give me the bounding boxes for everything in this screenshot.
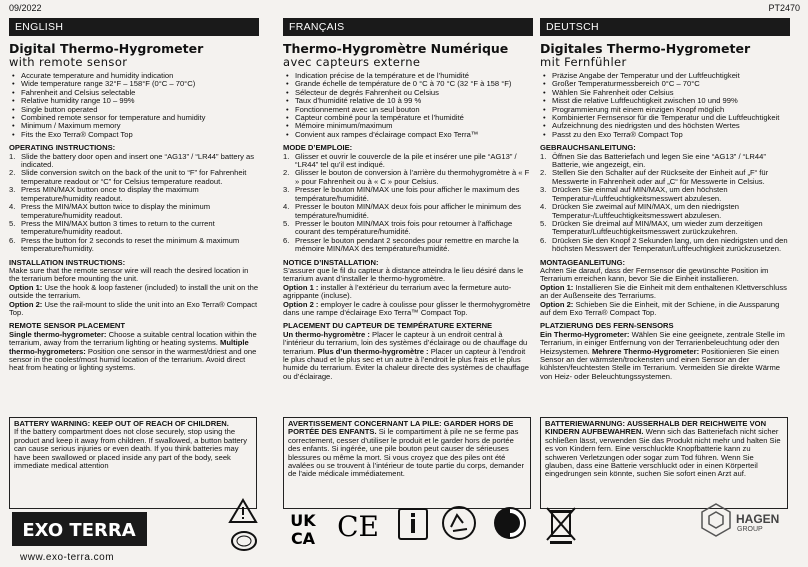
svg-text:CA: CA <box>290 529 316 548</box>
installation-heading: MONTAGEANLEITUNG: <box>540 257 626 267</box>
operating-steps <box>540 153 790 254</box>
read-manual-icon <box>396 506 430 542</box>
recycling-info-icon <box>441 505 477 541</box>
step-item: 3. Presser le bouton MIN/MAX une fois pour afficher le maximum des température/humidité. <box>283 185 520 203</box>
option-1: Option 1 : installer à l’extérieur du terrarium avec la fermeture auto-agrippante (incluse). <box>283 282 512 301</box>
product-code: PT2470 <box>768 3 800 13</box>
product-title: Digital Thermo-Hygrometer <box>9 41 204 56</box>
feature-item: • Capteur combiné pour la température et l’humidité <box>283 114 533 122</box>
weee-bin-icon <box>544 504 578 544</box>
option-1: Option 1: Installieren Sie die Einheit mit dem enthaltenen Klettverschluss an der Außenseite des Terrariums. <box>540 282 787 301</box>
feature-item: • Passt zu den Exo Terra® Compact Top <box>540 131 790 139</box>
column-german <box>540 18 790 381</box>
hagen-group-text: GROUP <box>737 526 763 533</box>
single-sensor-text: Un thermo-hygromètre : Placer le capteur à un endroit central à l’intérieur du terrarium, loin des systèmes d’éclairage ou de chauffage du terrarium. Plus d’un thermo-hygromètre : Placer un capteur à l’endroit le plus chaud et le plus sec et un autre à l’endroit le plus frais et le plus humide du terrarium. Éviter la chaleur directe des systèmes de chauffage ou d’éclairage. <box>283 329 529 381</box>
product-title: Thermo-Hygromètre Numérique <box>283 41 509 56</box>
hagen-logo-icon <box>700 502 732 538</box>
product-title: Digitales Thermo-Hygrometer <box>540 41 751 56</box>
feature-item: • Fahrenheit and Celsius selectable <box>9 89 259 97</box>
step-item: 2. Glisser le bouton de conversion à l’arrière du thermohygromètre à « F » pour Fahrenheit ou à « C » pour Celsius. <box>283 168 530 186</box>
feature-item: • Taux d’humidité relative de 10 à 99 % <box>283 97 533 105</box>
sensor-heading: REMOTE SENSOR PLACEMENT <box>9 321 126 331</box>
feature-item: • Wählen Sie Fahrenheit oder Celsius <box>540 89 790 97</box>
step-item: 5. Drücken Sie dreimal auf MIN/MAX, um wieder zum derzeitigen Temperatur/Luftfeuchtigkeitsmesswert zurückzukehren. <box>540 218 763 237</box>
option-2: Option 2: Use the rail-mount to slide the unit into an Exo Terra® Compact Top. <box>9 299 258 317</box>
language-header: ENGLISH <box>9 18 259 36</box>
website-url: www.exo-terra.com <box>20 552 115 563</box>
sensor-heading: PLATZIERUNG DES FERN-SENSORS <box>540 321 674 331</box>
column-english <box>9 18 259 373</box>
feature-item: • Programmierung mit einem einzigen Knopf möglich <box>540 106 790 114</box>
feature-item: • Single button operated <box>9 106 259 114</box>
feature-item: • Großer Temperaturmessbereich 0°C – 70°C <box>540 80 790 88</box>
product-subtitle: with remote sensor <box>9 55 128 69</box>
language-header: FRANÇAIS <box>283 18 533 36</box>
single-sensor-text: Single thermo-hygrometer: Choose a suitable central location within the terrarium, away from the terrarium lighting or heating systems. Multiple thermo-hygrometers: Position one sensor in the warmest/driest and one sensor in the coolest/most humid location of the terrarium. Avoid direct heat from heating or lighting systems. <box>9 329 257 373</box>
operating-heading: GEBRAUCHSANLEITUNG: <box>540 143 636 153</box>
footer <box>0 490 808 567</box>
installation-heading: NOTICE D’INSTALLATION: <box>283 257 379 267</box>
feature-item: • Convient aux rampes d’éclairage compact Exo Terra™ <box>283 131 533 139</box>
feature-item: • Grande échelle de température de 0 °C à 70 °C (32 °F à 158 °F) <box>283 80 533 88</box>
column-french <box>283 18 533 381</box>
operating-steps <box>283 153 533 254</box>
installation-text: Make sure that the remote sensor wire will reach the desired location in the terrarium before mounting the unit. <box>9 265 249 284</box>
step-item: 2. Stellen Sie den Schalter auf der Rückseite der Einheit auf „F“ für Messwerte in Fahrenheit oder auf „C“ für Messwerte in Celsius. <box>540 168 769 186</box>
svg-text:CE: CE <box>337 510 379 542</box>
feature-item: • Relative humidity range 10 – 99% <box>9 97 259 105</box>
step-item: 6. Drücken Sie den Knopf 2 Sekunden lang, um den niedrigsten und den höchsten Messwert der Temperatur/Luftfeuchtigkeit zurückzusetzen. <box>540 235 788 254</box>
step-item: 6. Presser le bouton pendant 2 secondes pour remettre en marche la mémoire MIN/MAX des température/humidité. <box>283 235 519 254</box>
ce-mark-icon <box>336 508 380 542</box>
step-item: 6. Press the button for 2 seconds to reset the minimum & maximum temperature/humidity. <box>9 235 240 254</box>
installation-text: S’assurer que le fil du capteur à distance atteindra le lieu désiré dans le terrarium avant d’installer le thermo-hygromètre. <box>283 265 524 284</box>
step-item: 4. Presser le bouton MIN/MAX deux fois pour afficher le minimum des température/humidité. <box>283 202 522 220</box>
sensor-heading: PLACEMENT DU CAPTEUR DE TEMPÉRATURE EXTERNE <box>283 321 493 331</box>
feature-item: • Accurate temperature and humidity indication <box>9 72 259 80</box>
operating-heading: MODE D’EMPLOIE: <box>283 143 353 153</box>
single-sensor-text: Ein Thermo-Hygrometer: Wählen Sie eine geeignete, zentrale Stelle im Terrarium, in einiger Entfernung von der Terrarienbeleuchtung oder den Heizsystemen. Mehrere Thermo-Hygrometer: Positionieren Sie einen Sensor an der wärmsten/trockensten und einen Sensor an der kühlsten/feuchtesten Stelle im Terrarium. Vermeiden Sie direkte Wärme von Heiz- oder Beleuchtungssystemen. <box>540 329 785 381</box>
step-item: 1. Öffnen Sie das Batteriefach und legen Sie eine “AG13” / “LR44” Batterie, wie angezeigt, ein. <box>540 151 766 170</box>
feature-item: • Mémoire minimum/maximum <box>283 122 533 130</box>
step-item: 1. Glisser et ouvrir le couvercle de la pile et insérer une pile “AG13” / “LR44” tel qu’il est indiqué. <box>283 151 517 170</box>
step-item: 2. Slide conversion switch on the back of the unit to “F” for Fahrenheit temperature readout or “C” for Celsius temperature readout. <box>9 168 247 186</box>
feature-item: • Präzise Angabe der Temperatur und der Luftfeuchtigkeit <box>540 72 790 80</box>
step-item: 4. Press the MIN/MAX button twice to display the minimum temperature/humidity readout. <box>9 202 211 220</box>
battery-warning-english: BATTERY WARNING: KEEP OUT OF REACH OF CHILDREN. If the battery compartment does not close securely, stop using the product and keep it away from children. If swallowed, a button battery can cause serious injuries or even death. If you think batteries may have been swallowed or placed inside any part of the body, seek immediate medical attention <box>9 417 257 509</box>
green-dot-icon <box>492 505 528 541</box>
product-subtitle: avec capteurs externe <box>283 55 421 69</box>
battery-warning-german: BATTERIEWARNUNG: AUSSERHALB DER REICHWEITE VON KINDERN AUFBEWAHREN. Wenn sich das Batteriefach nicht sicher schließen lässt, verwenden Sie das Produkt nicht mehr und halten Sie es von Kindern fern. Eine verschluckte Knopfbatterie kann zu schweren Verletzungen oder sogar zum Tod führen. Wenn Sie glauben, dass eine Batterie verschluckt oder in einen Körperteil eingedrungen sein könnte, suchen Sie sofort einen Arzt auf. <box>540 417 788 509</box>
feature-item: • Fits the Exo Terra® Compact Top <box>9 131 259 139</box>
print-date: 09/2022 <box>9 3 42 13</box>
warning-triangle-icon <box>228 498 258 524</box>
button-battery-icon <box>230 530 258 552</box>
feature-item: • Indication précise de la température et de l’humidité <box>283 72 533 80</box>
battery-warning-french: AVERTISSEMENT CONCERNANT LA PILE: GARDER HORS DE PORTÉE DES ENFANTS. Si le compartiment à pile ne se ferme pas correctement, cesser d’utiliser le produit et le garder hors de portée des enfants. Si ingérée, une pile bouton peut causer de sérieuses blessures ou même la mort. Si vous croyez que des piles ont été avalées ou se trouvent à l’intérieur de toute partie du corps, demander de l’aide médicale immédiatement. <box>283 417 531 509</box>
operating-heading: OPERATING INSTRUCTIONS: <box>9 143 116 153</box>
language-header: DEUTSCH <box>540 18 790 36</box>
step-item: 5. Press the MIN/MAX button 3 times to return to the current temperature/humidity readout. <box>9 218 215 237</box>
hagen-logo-text: HAGEN <box>736 512 780 526</box>
feature-item: • Fonctionnement avec un seul bouton <box>283 106 533 114</box>
feature-item: • Aufzeichnung des niedrigsten und des höchsten Wertes <box>540 122 790 130</box>
svg-text:UK: UK <box>290 511 316 530</box>
feature-item: • Kombinierter Fernsensor für die Temperatur und die Luftfeuchtigkeit <box>540 114 790 122</box>
step-item: 1. Slide the battery door open and insert one “AG13” / “LR44” battery as indicated. <box>9 151 255 170</box>
operating-steps <box>9 153 259 254</box>
feature-item: • Minimum / Maximum memory <box>9 122 259 130</box>
ukca-mark-icon <box>283 508 323 548</box>
step-item: 5. Presser le bouton MIN/MAX trois fois pour retourner à l’affichage courant des température/humidité. <box>283 218 513 237</box>
step-item: 3. Drücken Sie einmal auf MIN/MAX, um den höchsten Temperatur-/Luftfeuchtigkeitsmesswert abzulesen. <box>540 185 728 203</box>
feature-list <box>283 72 533 139</box>
step-item: 3. Press MIN/MAX button once to display the maximum temperature/humidity readout. <box>9 185 199 203</box>
option-2: Option 2 : employer le cadre à coulisse pour glisser le thermohygromètre dans une rampe d’éclairage Exo Terra™ Compact Top. <box>283 299 531 317</box>
option-2: Option 2: Schieben Sie die Einheit, mit der Schiene, in die Aussparung auf dem Exo Terra® Compact Top. <box>540 299 780 317</box>
exo-terra-logo <box>12 512 147 546</box>
feature-item: • Combined remote sensor for temperature and humidity <box>9 114 259 122</box>
feature-item: • Wide temperature range 32°F – 158°F (0°C – 70°C) <box>9 80 259 88</box>
installation-text: Achten Sie darauf, dass der Fernsensor die gewünschte Position im Terrarium erreichen kann, bevor Sie die Einheit installieren. <box>540 265 769 284</box>
product-subtitle: mit Fernfühler <box>540 55 627 69</box>
svg-text:EXO TERRA: EXO TERRA <box>22 520 136 541</box>
feature-item: • Sélecteur de degrés Fahrenheit ou Celsius <box>283 89 533 97</box>
step-item: 4. Drücken Sie zweimal auf MIN/MAX, um den niedrigsten Temperatur-/Luftfeuchtigkeitsmesswert abzulesen. <box>540 202 739 220</box>
feature-list <box>9 72 259 139</box>
feature-item: • Misst die relative Luftfeuchtigkeit zwischen 10 und 99% <box>540 97 790 105</box>
option-1: Option 1: Use the hook & loop fastener (included) to install the unit on the outside the terrarium. <box>9 282 259 301</box>
feature-list <box>540 72 790 139</box>
installation-heading: INSTALLATION INSTRUCTIONS: <box>9 257 126 267</box>
